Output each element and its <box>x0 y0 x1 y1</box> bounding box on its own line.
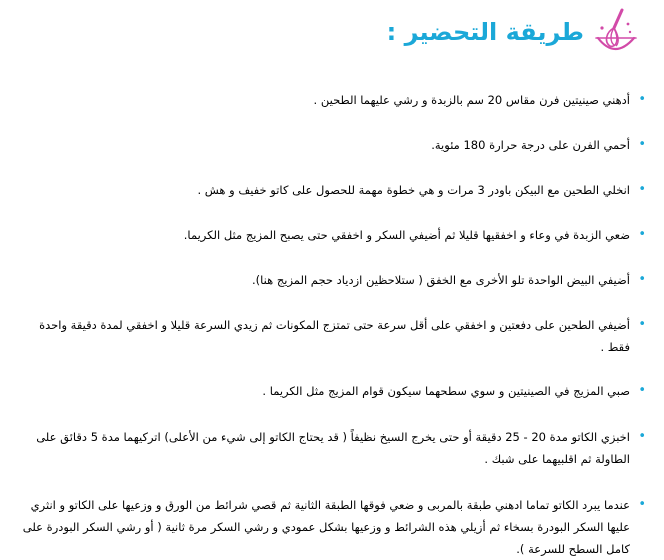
recipe-step-text: صبي المزيج في الصينيتين و سوي سطحهما سيكون قوام المزيج مثل الكريما . <box>262 384 630 398</box>
recipe-step-text: انخلي الطحين مع البيكن باودر 3 مرات و هي خطوة مهمة للحصول على كاتو خفيف و هش . <box>197 183 630 197</box>
recipe-steps-list <box>18 89 646 560</box>
recipe-step-text: أضيفي الطحين على دفعتين و اخفقي على أقل سرعة حتى تمتزج المكونات ثم زيدي السرعة قليلا و اخفقي لمدة دقيقة واحدة فقط . <box>39 318 630 354</box>
bullet-icon: • <box>638 137 646 152</box>
bullet-icon: • <box>638 92 646 107</box>
whisk-bowl-icon <box>592 8 638 56</box>
recipe-step <box>18 269 646 291</box>
recipe-step <box>18 89 646 111</box>
recipe-step <box>18 380 646 402</box>
bullet-icon: • <box>638 182 646 197</box>
recipe-step-text: اخبزي الكاتو مدة 20 - 25 دقيقة أو حتى يخرج السيخ نظيفاً ( قد يحتاج الكاتو إلى شيء من الأعلى) اتركيهما مدة 5 دقائق على الطاولة ثم اقلبيهما على شبك . <box>36 430 630 466</box>
recipe-step-text: عندما يبرد الكاتو تماما ادهني طبقة بالمربى و ضعي فوقها الطبقة الثانية ثم قصي شرائط من الورق و وزعيها على الكاتو و انثري عليها السكر البودرة بسخاء ثم أزيلي هذه الشرائط و وزعيها بشكل عمودي و رشي السكر مرة ثانية ( أو رشي السكر البودرة على كامل السطح للسرعة ). <box>22 498 630 556</box>
recipe-method-title: طريقة التحضير : <box>386 18 584 46</box>
recipe-step <box>18 134 646 156</box>
bullet-icon: • <box>638 227 646 242</box>
recipe-step <box>18 224 646 246</box>
recipe-step-text: أدهني صينيتين فرن مقاس 20 سم بالزبدة و رشي عليهما الطحين . <box>313 93 630 107</box>
bullet-icon: • <box>638 272 646 287</box>
recipe-step-text: ضعي الزبدة في وعاء و اخفقيها قليلا ثم أضيفي السكر و اخفقي حتى يصبح المزيج مثل الكريما. <box>183 228 630 242</box>
recipe-step <box>18 314 646 358</box>
recipe-method-header <box>387 8 638 56</box>
bullet-icon: • <box>638 383 646 398</box>
recipe-step-text: أحمي الفرن على درجة حرارة 180 مئوية. <box>431 138 630 152</box>
bullet-icon: • <box>638 317 646 332</box>
recipe-step <box>18 426 646 470</box>
bullet-icon: • <box>638 497 646 512</box>
recipe-step-text: أضيفي البيض الواحدة تلو الأخرى مع الخفق ( ستلاحظين ازدياد حجم المزيج هنا). <box>251 273 630 287</box>
recipe-step <box>18 179 646 201</box>
bullet-icon: • <box>638 429 646 444</box>
recipe-step <box>18 494 646 560</box>
